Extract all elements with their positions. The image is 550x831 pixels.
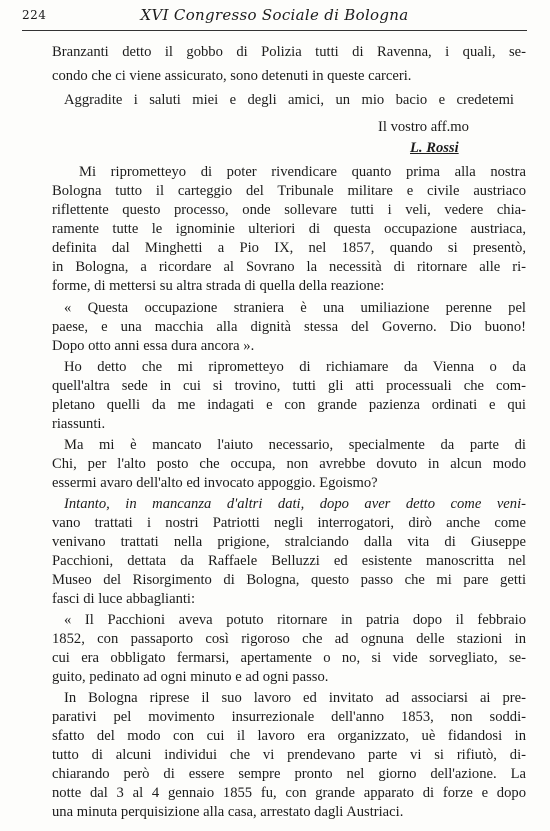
- text-line: parativi pel movimento insurrezionale dell'anno 1853, non soddi-: [52, 709, 526, 725]
- text-line: chiarando però di essere sempre pronto nel giorno dell'azione. La: [52, 766, 526, 782]
- text-line: Museo del Risorgimento di Bologna, questo passo che mi pare getti: [52, 572, 526, 588]
- text-line: venivano trattati nella prigione, stralciando dalla vita di Giuseppe: [52, 534, 526, 550]
- page-number: 224: [22, 8, 47, 22]
- text-line: in Bologna, a ricordare al Sovrano la necessità di ritornare alle ri-: [52, 259, 526, 275]
- quote-line: « Questa occupazione straniera è una umiliazione perenne pel: [64, 300, 526, 316]
- quote-line: Dopo otto anni essa dura ancora ».: [52, 338, 255, 354]
- text-line: condo che ci viene assicurato, sono detenuti in queste carceri.: [52, 68, 412, 84]
- text-line: essermi avaro dell'alto ed invocato appoggio. Egoismo?: [52, 475, 378, 491]
- signature-name: L. Rossi: [410, 140, 459, 156]
- text-line: fasci di luce abbaglianti:: [52, 591, 196, 607]
- quote-line: paese, e una macchia alla dignità stessa del Governo. Dio buono!: [52, 319, 526, 335]
- text-line: tutto di alcuni individui che vi prendevano parte vi si rifiutò, di-: [52, 747, 526, 763]
- quote-line: « Il Pacchioni aveva potuto ritornare in patria dopo il febbraio: [64, 612, 526, 628]
- text-line: Branzanti detto il gobbo di Polizia tutti di Ravenna, i quali, se-: [52, 44, 526, 60]
- text-line: In Bologna riprese il suo lavoro ed invitato ad associarsi ai pre-: [64, 690, 526, 706]
- text-line: Pacchioni, dettata da Raffaele Belluzzi ed esistente manoscritta nel: [52, 553, 526, 569]
- quote-line: cui era obbligato fermarsi, apertamente o no, si vide sorvegliato, se-: [52, 650, 526, 666]
- text-line: forme, di mettersi su altra strada di quella della reazione:: [52, 278, 385, 294]
- text-line: Chi, per l'alto posto che occupa, non avrebbe dovuto in alcun modo: [52, 456, 526, 472]
- text-line: definita dal Minghetti a Pio IX, nel 1857, quando si presentò,: [52, 240, 526, 256]
- quote-line: 1852, con passaporto così rigoroso che ad ognuna delle stazioni in: [52, 631, 526, 647]
- running-title: XVI Congresso Sociale di Bologna: [140, 6, 409, 24]
- text-line: Ma mi è mancato l'aiuto necessario, specialmente da parte di: [64, 437, 526, 453]
- text-line: sfatto del modo con cui il lavoro era organizzato, uè fidandosi in: [52, 728, 526, 744]
- text-line: Intanto, in mancanza d'altri dati, dopo aver detto come veni-: [64, 496, 526, 512]
- header-rule: [22, 30, 527, 31]
- page-header: [22, 6, 527, 28]
- text-line: Aggradite i saluti miei e degli amici, un mio bacio e credetemi: [64, 92, 514, 108]
- text-line: vano trattati i nostri Patriotti negli interrogatori, dirò anche come: [52, 515, 526, 531]
- text-line: quell'altra sede in cui si trovino, tutti gli atti processuali che com-: [52, 378, 526, 394]
- closing-line: Il vostro aff.mo: [378, 119, 469, 135]
- text-line: riassunti.: [52, 416, 106, 432]
- text-line: riflettente questo processo, onde sollevare tutti i veli, vedere chia-: [52, 202, 526, 218]
- text-line: notte dal 3 al 4 gennaio 1855 fu, con grande apparato di forze e dopo: [52, 785, 526, 801]
- text-line: Bologna tutto il carteggio del Tribunale militare e civile austriaco: [52, 183, 526, 199]
- signature: [410, 140, 520, 156]
- text-line: Ho detto che mi riprometteyo di richiamare da Vienna o da: [64, 359, 526, 375]
- quote-line: guito, pedinato ad ogni minuto e ad ogni passo.: [52, 669, 329, 685]
- text-line: pletano quelli da me indagati e con grande pazienza ordinati e qui: [52, 397, 526, 413]
- text-line: ramente tutte le ignominie ulteriori di questa occupazione austriaca,: [52, 221, 526, 237]
- text-line: Mi riprometteyo di poter rivendicare quanto prima alla nostra: [79, 164, 526, 180]
- text-line: una minuta perquisizione alla casa, arrestato dagli Austriaci.: [52, 804, 404, 820]
